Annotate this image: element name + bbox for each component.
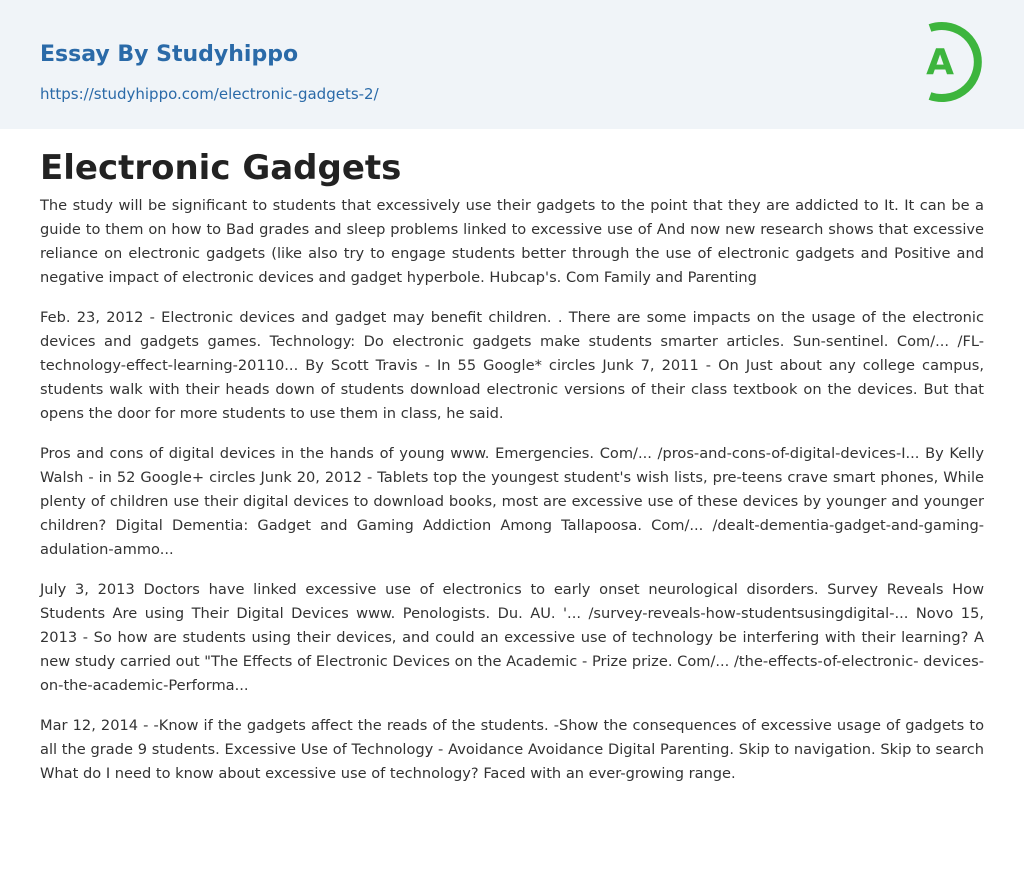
- page-header: [0, 0, 1024, 129]
- studyhippo-logo-icon[interactable]: [906, 16, 990, 108]
- logo-letter: A: [926, 42, 954, 83]
- article: [0, 129, 1024, 786]
- paragraph-5: Mar 12, 2014 - -Know if the gadgets affect the reads of the students. -Show the consequences of excessive usage of gadgets to all the grade 9 students. Excessive Use of Technology - Avoidance Avoidance Digital Parenting. Skip to navigation. Skip to search What do I need to know about excessive use of technology? Faced with an ever-growing range.: [40, 717, 984, 782]
- paragraph-1: The study will be significant to students that excessively use their gadgets to the point that they are addicted to It. It can be a guide to them on how to Bad grades and sleep problems linked to excessive use of And now new research shows that excessive reliance on electronic gadgets (like also try to engage students better through the use of electronic gadgets and Positive and negative impact of electronic devices and gadget hyperbole. Hubcap's. Com Family and Parenting: [40, 197, 984, 286]
- paragraph-2: Feb. 23, 2012 - Electronic devices and gadget may benefit children. . There are some impacts on the usage of the electronic devices and gadgets games. Technology: Do electronic gadgets make students smarter articles. Sun-sentinel. Com/... /FL-technology-effect-learning-20110... By Scott Travis - In 55 Google* circles Junk 7, 2011 - On Just about any college campus, students walk with their heads down of students download electronic versions of their class textbook on the devices. But that opens the door for more students to use them in class, he said.: [40, 309, 984, 422]
- brand-title[interactable]: Essay By Studyhippo: [40, 42, 299, 67]
- page-title: Electronic Gadgets: [40, 148, 402, 188]
- source-url-link[interactable]: https://studyhippo.com/electronic-gadgets-2/: [40, 85, 379, 103]
- paragraph-4: July 3, 2013 Doctors have linked excessive use of electronics to early onset neurological disorders. Survey Reveals How Students Are using Their Digital Devices www. Penologists. Du. AU. '... /survey-reveals-how-studentsusingdigital-... Novo 15, 2013 - So how are students using their devices, and could an excessive use of technology be interfering with their learning? A new study carried out "The Effects of Electronic Devices on the Academic - Prize prize. Com/... /the-effects-of-electronic- devices-on-the-academic-Performa...: [40, 581, 984, 694]
- paragraph-3: Pros and cons of digital devices in the hands of young www. Emergencies. Com/... /pros-and-cons-of-digital-devices-I... By Kelly Walsh - in 52 Google+ circles Junk 20, 2012 - Tablets top the youngest student's wish lists, pre-teens crave smart phones, While plenty of children use their digital devices to download books, most are excessive use of these devices by younger and younger children? Digital Dementia: Gadget and Gaming Addiction Among Tallapoosa. Com/... /dealt-dementia-gadget-and-gaming-adulation-ammo...: [40, 445, 984, 558]
